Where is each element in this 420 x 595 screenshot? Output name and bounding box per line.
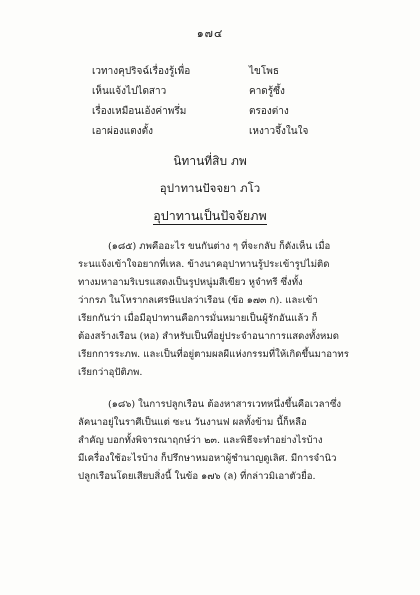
thai-subheading [0,206,420,226]
paragraph-line: ระนแจ้งเข้าใจอยากที่เหล. ข้างนาคอุปาทานรู้ประเข้ารูปไม่ติด [78,259,330,270]
verse-line [92,66,362,78]
paragraph-line: มีเครื่องใช้อะไรบ้าง ก็ปรึกษาหมอหาผู้ชำนาญดูเลิศ. มีการจำนิว [78,453,337,464]
verse-right: ไขโพธ [249,66,279,77]
verse-left: เอาผ่องแตงตั้ง [92,126,153,137]
paragraph-line: ว่ากรภ ในโหรากลเศรษีแปลว่าเรือน (ข้อ ๑๗๓ ก). และเข้า [78,295,318,306]
page-number: ๑๗๔ [196,27,224,40]
paragraph [78,396,381,486]
chapter-heading: นิทานที่สิบ ภพ [173,154,247,168]
verse-line [92,126,362,138]
verse-right: ตรองต่าง [249,106,289,117]
paragraph-line: เรียกกันว่า เมื่อมีอุปาทานคือการมั่นหมายเป็นผู้รักอันแล้ว ก็ [78,313,318,324]
paragraph-line: ลัคนาอยู่ในราศีเป็นแต่ ซะน วันงานฟ ผลทั้งข้าม นี้ก็หลือ [78,417,307,428]
paragraph-line: สำคัญ บอกทั้งพิจารณาฤกษ์ว่า ๒๓. และพิธีจะทำอย่างไรบ้าง [78,435,323,446]
verse-right: คาดรู้ซึ้ง [249,86,285,97]
verse-right: เหงาวจึ้งในใจ [249,126,309,137]
paragraph-line: ปลูกเรือนโดยเสียบสิ่งนี้ ในข้อ ๑๗๖ (ล) ที่กล่าวมิเอาตัวยื่อ. [78,471,316,482]
paragraph-line: เรียกการระภพ. และเป็นที่อยู่ตามผลผีแห่งกรรมที่ให้เกิดขึ้นมาอาทร [78,349,349,360]
paragraph-line: ทางมหาอามริเบรแสดงเป็นรูปหนู่มสีเขียว หูจำทรี ซึ่งทั้ง [78,277,303,288]
paragraph-line: (๑๘๕) ภพคืออะไร ขนกันต่าง ๆ ที่จะกลับ ก็ดังเห็น เมื่อ [108,241,331,252]
verse-left: เรื่องเหมือนเอ้งค่าพรึ่ม [92,106,187,117]
paragraph [78,238,381,382]
verse-line [92,86,362,98]
thai-subheading-text: อุปาทานเป็นปัจจัยภพ [153,208,267,223]
verse-line [92,106,362,118]
paragraph-line: (๑๘๖) ในการปลูกเรือน ต้องหาสารเวทหนึ่งขึ้นคือเวลาซึ่ง [108,399,342,410]
verse-left: เห็นแจ้งไปไดสาว [92,86,167,97]
verse-block [92,66,362,138]
paragraph-line: ต้องสร้างเรือน (หอ) สำหรับเป็นที่อยู่ประจำอนาการแสดงทั้งหมด [78,331,339,342]
pali-subheading: อุปาทานปัจจยา ภโว [159,181,261,195]
verse-left: เวทางคุปริจฉ์เรื่องรู้เพื่อ [92,66,191,77]
paragraph-line: เรียกว่าอุปัติภพ. [78,367,143,378]
